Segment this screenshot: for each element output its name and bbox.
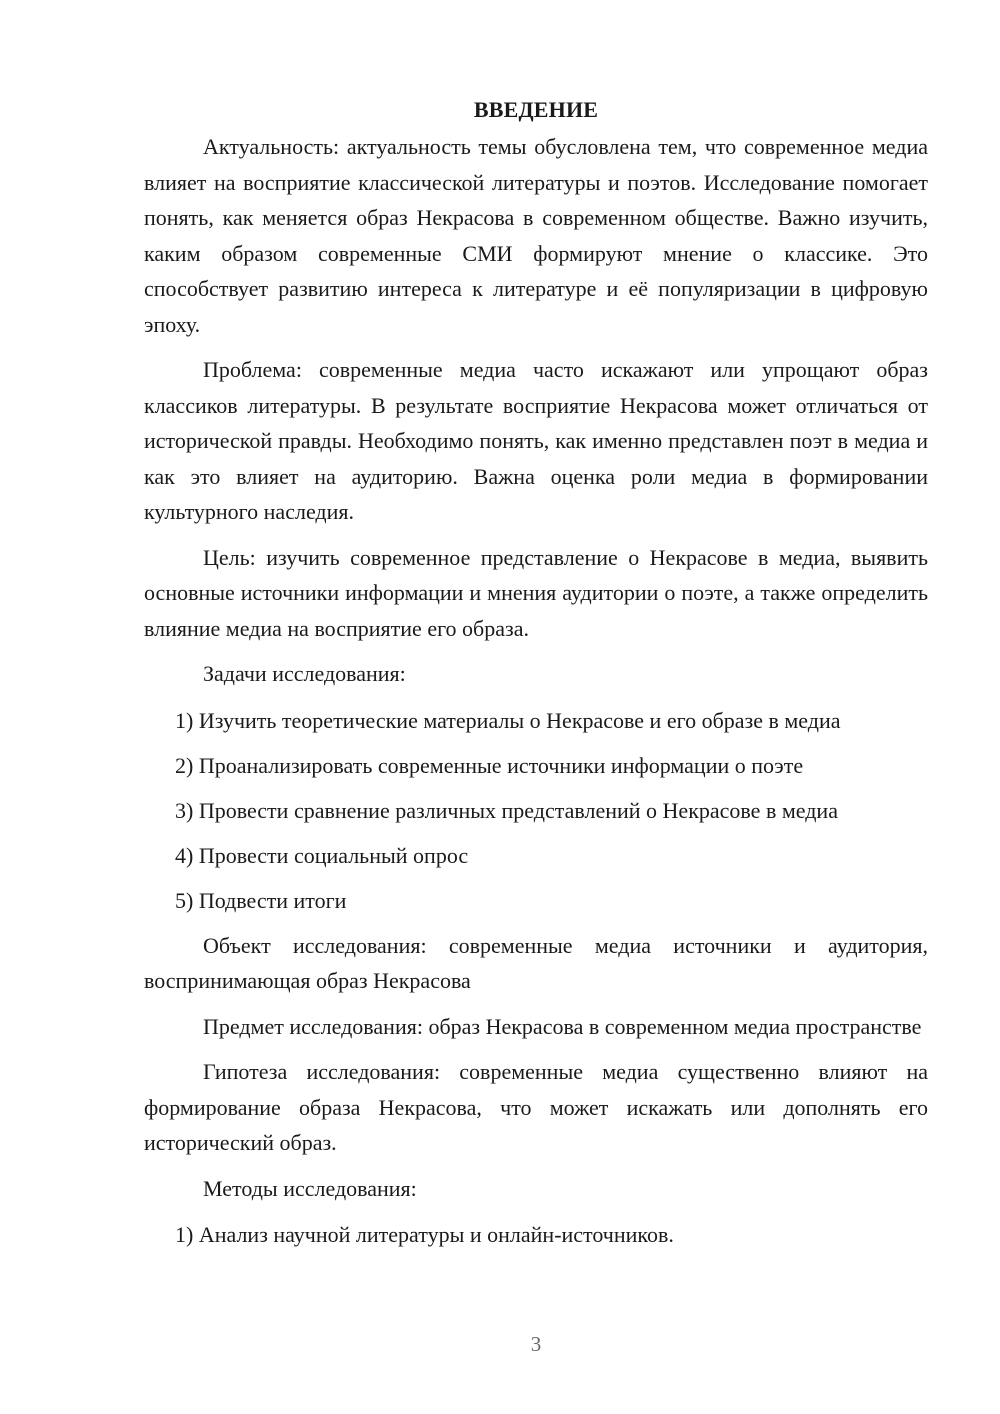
page-number: 3 (530, 1332, 542, 1356)
document-page (144, 92, 928, 1262)
tasks-list (144, 703, 928, 918)
hypothesis-paragraph: Гипотеза исследования: современные медиа существенно влияют на формирование образа Некрасова, что может искажать или дополнять его исторический образ. (144, 1059, 928, 1155)
method-item-1: 1) Анализ научной литературы и онлайн-источников. (175, 1222, 674, 1247)
methods-title: Методы исследования: (203, 1175, 417, 1201)
task-item-1: 1) Изучить теоретические материалы о Некрасове и его образе в медиа (175, 707, 841, 733)
subject-paragraph: Предмет исследования: образ Некрасова в современном медиа пространстве (203, 1013, 922, 1039)
tasks-title: Задачи исследования: (203, 661, 406, 686)
relevance-paragraph: Актуальность: актуальность темы обусловлена тем, что современное медиа влияет на восприятие классической литературы и поэтов. Исследование помогает понять, как меняется образ Некрасова в современном обществе. Важно изучить, каким образом современные СМИ формируют мнение о классике. Это способствует развитию интереса к литературе и её популяризации в цифровую эпоху. (144, 134, 928, 337)
task-item-3: 3) Провести сравнение различных представлений о Некрасове в медиа (175, 797, 838, 823)
methods-list (144, 1217, 928, 1252)
object-paragraph: Объект исследования: современные медиа источники и аудитория, воспринимающая образ Некрасова (144, 932, 928, 993)
task-item-2: 2) Проанализировать современные источники информации о поэте (175, 752, 804, 778)
problem-paragraph: Проблема: современные медиа часто искажают или упрощают образ классиков литературы. В результате восприятие Некрасова может отличаться от исторической правды. Необходимо понять, как именно представлен поэт в медиа и как это влияет на аудиторию. Важна оценка роли медиа в формировании культурного наследия. (144, 357, 928, 524)
task-item-4: 4) Провести социальный опрос (175, 842, 469, 868)
goal-paragraph: Цель: изучить современное представление о Некрасове в медиа, выявить основные источники информации и мнения аудитории о поэте, а также определить влияние медиа на восприятие его образа. (144, 544, 928, 641)
section-heading: ВВЕДЕНИЕ (473, 97, 599, 122)
task-item-5: 5) Подвести итоги (175, 887, 347, 913)
